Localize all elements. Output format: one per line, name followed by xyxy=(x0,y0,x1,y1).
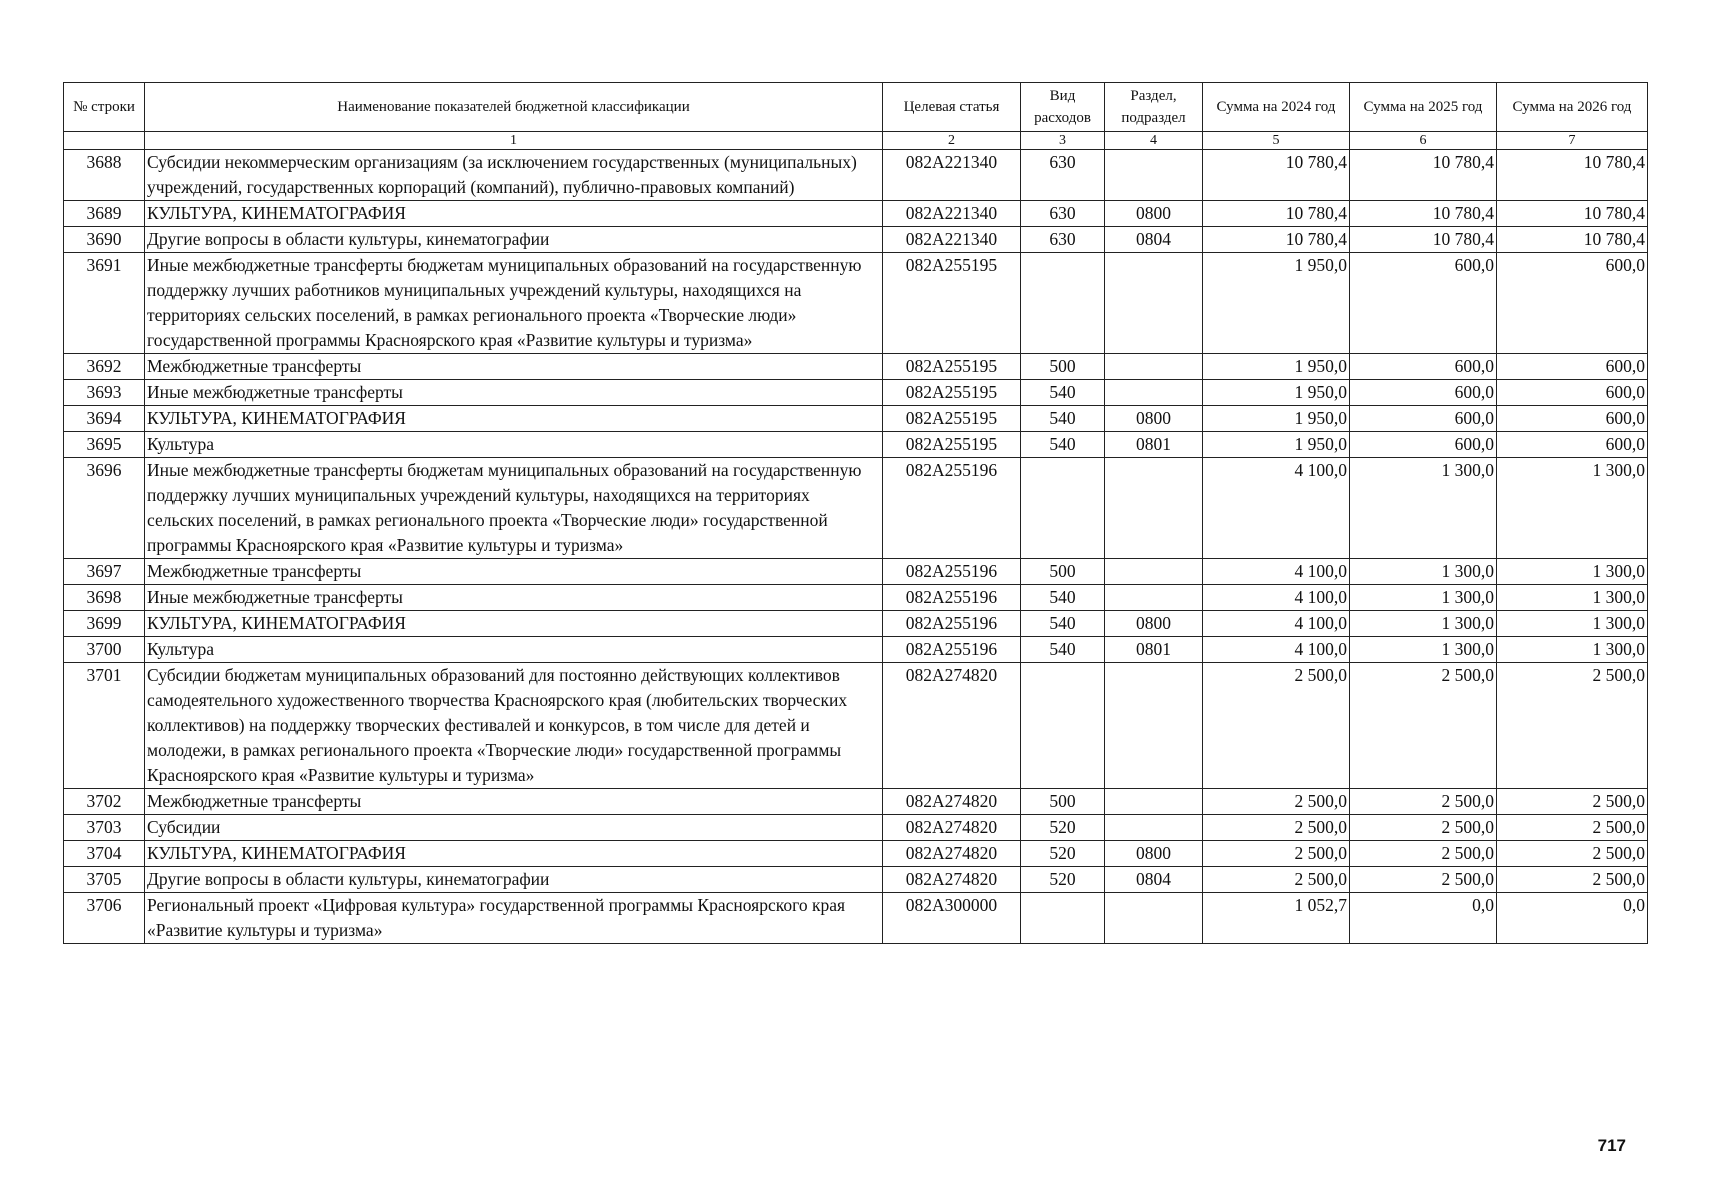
row-sum-2024: 1 950,0 xyxy=(1203,406,1350,432)
row-name: Другие вопросы в области культуры, кинематографии xyxy=(145,867,883,893)
row-target-code: 082A255195 xyxy=(883,406,1021,432)
row-sum-2026: 1 300,0 xyxy=(1497,559,1648,585)
row-sum-2024: 10 780,4 xyxy=(1203,150,1350,201)
row-sum-2024: 1 950,0 xyxy=(1203,380,1350,406)
row-sum-2024: 4 100,0 xyxy=(1203,637,1350,663)
row-name: Субсидии некоммерческим организациям (за исключением государственных (муниципальных) учреждений, государственных корпораций (компаний), публично-правовых компаний) xyxy=(145,150,883,201)
row-sum-2026: 600,0 xyxy=(1497,380,1648,406)
row-expense-type: 520 xyxy=(1021,841,1105,867)
row-sum-2026: 1 300,0 xyxy=(1497,458,1648,559)
row-sum-2024: 4 100,0 xyxy=(1203,585,1350,611)
row-expense-type: 540 xyxy=(1021,585,1105,611)
row-sum-2025: 600,0 xyxy=(1350,380,1497,406)
row-sum-2026: 2 500,0 xyxy=(1497,789,1648,815)
row-number: 3694 xyxy=(64,406,145,432)
row-section xyxy=(1105,559,1203,585)
column-number: 2 xyxy=(883,132,1021,150)
row-sum-2026: 10 780,4 xyxy=(1497,150,1648,201)
row-number: 3703 xyxy=(64,815,145,841)
row-sum-2025: 1 300,0 xyxy=(1350,559,1497,585)
row-sum-2024: 2 500,0 xyxy=(1203,815,1350,841)
row-section xyxy=(1105,253,1203,354)
row-name: КУЛЬТУРА, КИНЕМАТОГРАФИЯ xyxy=(145,841,883,867)
row-sum-2024: 4 100,0 xyxy=(1203,611,1350,637)
row-expense-type: 520 xyxy=(1021,867,1105,893)
row-name: КУЛЬТУРА, КИНЕМАТОГРАФИЯ xyxy=(145,406,883,432)
table-row xyxy=(64,354,1648,380)
column-number: 4 xyxy=(1105,132,1203,150)
row-sum-2024: 1 950,0 xyxy=(1203,354,1350,380)
row-sum-2026: 10 780,4 xyxy=(1497,201,1648,227)
table-row xyxy=(64,201,1648,227)
row-section: 0800 xyxy=(1105,841,1203,867)
row-target-code: 082A255196 xyxy=(883,458,1021,559)
row-sum-2025: 10 780,4 xyxy=(1350,150,1497,201)
row-number: 3700 xyxy=(64,637,145,663)
row-sum-2024: 2 500,0 xyxy=(1203,867,1350,893)
row-target-code: 082A274820 xyxy=(883,867,1021,893)
row-name: КУЛЬТУРА, КИНЕМАТОГРАФИЯ xyxy=(145,611,883,637)
row-target-code: 082A274820 xyxy=(883,663,1021,789)
row-sum-2025: 1 300,0 xyxy=(1350,585,1497,611)
row-section: 0804 xyxy=(1105,867,1203,893)
header-sum-2025: Сумма на 2025 год xyxy=(1350,83,1497,132)
row-expense-type: 540 xyxy=(1021,611,1105,637)
row-sum-2026: 1 300,0 xyxy=(1497,611,1648,637)
row-expense-type xyxy=(1021,458,1105,559)
row-number: 3706 xyxy=(64,893,145,944)
row-target-code: 082A255196 xyxy=(883,611,1021,637)
row-target-code: 082A255196 xyxy=(883,637,1021,663)
row-sum-2024: 2 500,0 xyxy=(1203,663,1350,789)
row-target-code: 082A274820 xyxy=(883,789,1021,815)
row-number: 3702 xyxy=(64,789,145,815)
table-row xyxy=(64,227,1648,253)
row-sum-2026: 2 500,0 xyxy=(1497,867,1648,893)
row-expense-type: 500 xyxy=(1021,789,1105,815)
row-target-code: 082A221340 xyxy=(883,227,1021,253)
row-number: 3689 xyxy=(64,201,145,227)
row-target-code: 082A274820 xyxy=(883,815,1021,841)
column-number: 5 xyxy=(1203,132,1350,150)
table-row xyxy=(64,559,1648,585)
row-expense-type: 540 xyxy=(1021,432,1105,458)
column-number: 6 xyxy=(1350,132,1497,150)
row-name: Иные межбюджетные трансферты xyxy=(145,585,883,611)
row-section xyxy=(1105,380,1203,406)
row-name: Межбюджетные трансферты xyxy=(145,354,883,380)
row-name: КУЛЬТУРА, КИНЕМАТОГРАФИЯ xyxy=(145,201,883,227)
row-section: 0801 xyxy=(1105,637,1203,663)
row-section xyxy=(1105,458,1203,559)
row-name: Культура xyxy=(145,637,883,663)
row-section: 0804 xyxy=(1105,227,1203,253)
row-sum-2025: 2 500,0 xyxy=(1350,789,1497,815)
row-expense-type: 520 xyxy=(1021,815,1105,841)
row-target-code: 082A221340 xyxy=(883,150,1021,201)
header-code: Целевая статья xyxy=(883,83,1021,132)
header-row xyxy=(64,83,1648,132)
page-number: 717 xyxy=(1597,1136,1626,1155)
table-row xyxy=(64,585,1648,611)
header-sum-2026: Сумма на 2026 год xyxy=(1497,83,1648,132)
row-expense-type: 630 xyxy=(1021,227,1105,253)
header-vid: Вид расходов xyxy=(1021,83,1105,132)
row-sum-2026: 2 500,0 xyxy=(1497,663,1648,789)
row-number: 3698 xyxy=(64,585,145,611)
row-number: 3696 xyxy=(64,458,145,559)
row-sum-2024: 2 500,0 xyxy=(1203,789,1350,815)
row-number: 3688 xyxy=(64,150,145,201)
table-row xyxy=(64,150,1648,201)
row-target-code: 082A221340 xyxy=(883,201,1021,227)
row-sum-2026: 1 300,0 xyxy=(1497,637,1648,663)
header-name: Наименование показателей бюджетной классификации xyxy=(145,83,883,132)
header-razdel: Раздел, подраздел xyxy=(1105,83,1203,132)
row-section xyxy=(1105,663,1203,789)
row-target-code: 082A255195 xyxy=(883,354,1021,380)
row-number: 3697 xyxy=(64,559,145,585)
row-sum-2025: 10 780,4 xyxy=(1350,201,1497,227)
row-section xyxy=(1105,893,1203,944)
header-no: № строки xyxy=(64,83,145,132)
row-expense-type xyxy=(1021,253,1105,354)
table-row xyxy=(64,815,1648,841)
table-row xyxy=(64,380,1648,406)
row-sum-2024: 2 500,0 xyxy=(1203,841,1350,867)
row-sum-2024: 10 780,4 xyxy=(1203,227,1350,253)
row-number: 3693 xyxy=(64,380,145,406)
row-section xyxy=(1105,150,1203,201)
row-sum-2026: 600,0 xyxy=(1497,432,1648,458)
row-sum-2024: 1 950,0 xyxy=(1203,253,1350,354)
row-name: Межбюджетные трансферты xyxy=(145,559,883,585)
row-sum-2026: 2 500,0 xyxy=(1497,815,1648,841)
column-number-blank xyxy=(64,132,145,150)
table-row xyxy=(64,637,1648,663)
row-section: 0800 xyxy=(1105,611,1203,637)
row-section xyxy=(1105,815,1203,841)
row-number: 3691 xyxy=(64,253,145,354)
row-number: 3704 xyxy=(64,841,145,867)
row-sum-2025: 10 780,4 xyxy=(1350,227,1497,253)
row-target-code: 082A255196 xyxy=(883,559,1021,585)
row-expense-type: 540 xyxy=(1021,406,1105,432)
row-sum-2025: 0,0 xyxy=(1350,893,1497,944)
row-sum-2025: 1 300,0 xyxy=(1350,637,1497,663)
row-sum-2025: 600,0 xyxy=(1350,354,1497,380)
row-target-code: 082A274820 xyxy=(883,841,1021,867)
column-number: 1 xyxy=(145,132,883,150)
row-number: 3705 xyxy=(64,867,145,893)
row-section: 0800 xyxy=(1105,406,1203,432)
row-sum-2025: 600,0 xyxy=(1350,432,1497,458)
row-number: 3690 xyxy=(64,227,145,253)
row-sum-2024: 1 052,7 xyxy=(1203,893,1350,944)
row-sum-2025: 2 500,0 xyxy=(1350,841,1497,867)
row-expense-type: 540 xyxy=(1021,380,1105,406)
row-sum-2026: 0,0 xyxy=(1497,893,1648,944)
row-number: 3695 xyxy=(64,432,145,458)
row-sum-2026: 1 300,0 xyxy=(1497,585,1648,611)
row-expense-type: 630 xyxy=(1021,201,1105,227)
row-sum-2026: 600,0 xyxy=(1497,406,1648,432)
header-sum-2024: Сумма на 2024 год xyxy=(1203,83,1350,132)
row-sum-2026: 2 500,0 xyxy=(1497,841,1648,867)
row-sum-2024: 1 950,0 xyxy=(1203,432,1350,458)
row-sum-2025: 1 300,0 xyxy=(1350,611,1497,637)
row-sum-2025: 2 500,0 xyxy=(1350,663,1497,789)
row-section: 0801 xyxy=(1105,432,1203,458)
table-row xyxy=(64,663,1648,789)
row-name: Субсидии бюджетам муниципальных образований для постоянно действующих коллективов самодеятельного художественного творчества Красноярского края (любительских творческих коллективов) на поддержку творческих фестивалей и конкурсов, в том числе для детей и молодежи, в рамках регионального проекта «Творческие люди» государственной программы Красноярского края «Развитие культуры и туризма» xyxy=(145,663,883,789)
table-row xyxy=(64,611,1648,637)
column-number: 7 xyxy=(1497,132,1648,150)
row-sum-2024: 10 780,4 xyxy=(1203,201,1350,227)
table-row xyxy=(64,789,1648,815)
row-sum-2024: 4 100,0 xyxy=(1203,559,1350,585)
row-expense-type xyxy=(1021,663,1105,789)
row-target-code: 082A255195 xyxy=(883,380,1021,406)
row-expense-type: 630 xyxy=(1021,150,1105,201)
row-target-code: 082A255195 xyxy=(883,432,1021,458)
row-name: Иные межбюджетные трансферты бюджетам муниципальных образований на государственную поддержку лучших работников муниципальных учреждений культуры, находящихся на территориях сельских поселений, в рамках регионального проекта «Творческие люди» государственной программы Красноярского края «Развитие культуры и туризма» xyxy=(145,253,883,354)
row-section xyxy=(1105,354,1203,380)
table-row xyxy=(64,841,1648,867)
row-name: Межбюджетные трансферты xyxy=(145,789,883,815)
table-row xyxy=(64,432,1648,458)
row-name: Культура xyxy=(145,432,883,458)
row-name: Иные межбюджетные трансферты xyxy=(145,380,883,406)
row-expense-type: 500 xyxy=(1021,559,1105,585)
budget-table xyxy=(63,82,1648,944)
table-row xyxy=(64,406,1648,432)
row-sum-2026: 600,0 xyxy=(1497,354,1648,380)
row-expense-type: 540 xyxy=(1021,637,1105,663)
row-number: 3701 xyxy=(64,663,145,789)
table-row xyxy=(64,893,1648,944)
row-sum-2026: 10 780,4 xyxy=(1497,227,1648,253)
row-expense-type: 500 xyxy=(1021,354,1105,380)
row-sum-2025: 2 500,0 xyxy=(1350,815,1497,841)
row-section xyxy=(1105,789,1203,815)
row-name: Иные межбюджетные трансферты бюджетам муниципальных образований на государственную поддержку лучших муниципальных учреждений культуры, находящихся на территориях сельских поселений, в рамках регионального проекта «Творческие люди» государственной программы Красноярского края «Развитие культуры и туризма» xyxy=(145,458,883,559)
row-name: Другие вопросы в области культуры, кинематографии xyxy=(145,227,883,253)
table-row xyxy=(64,458,1648,559)
row-section xyxy=(1105,585,1203,611)
row-sum-2025: 600,0 xyxy=(1350,406,1497,432)
row-number: 3699 xyxy=(64,611,145,637)
row-number: 3692 xyxy=(64,354,145,380)
column-number-row xyxy=(64,132,1648,150)
row-sum-2025: 600,0 xyxy=(1350,253,1497,354)
table-body xyxy=(64,150,1648,944)
column-number: 3 xyxy=(1021,132,1105,150)
row-name: Субсидии xyxy=(145,815,883,841)
row-expense-type xyxy=(1021,893,1105,944)
table-row xyxy=(64,867,1648,893)
row-section: 0800 xyxy=(1105,201,1203,227)
table-row xyxy=(64,253,1648,354)
row-name: Региональный проект «Цифровая культура» государственной программы Красноярского края «Развитие культуры и туризма» xyxy=(145,893,883,944)
row-sum-2025: 2 500,0 xyxy=(1350,867,1497,893)
row-target-code: 082A255195 xyxy=(883,253,1021,354)
row-sum-2025: 1 300,0 xyxy=(1350,458,1497,559)
row-target-code: 082A300000 xyxy=(883,893,1021,944)
row-sum-2024: 4 100,0 xyxy=(1203,458,1350,559)
row-sum-2026: 600,0 xyxy=(1497,253,1648,354)
row-target-code: 082A255196 xyxy=(883,585,1021,611)
